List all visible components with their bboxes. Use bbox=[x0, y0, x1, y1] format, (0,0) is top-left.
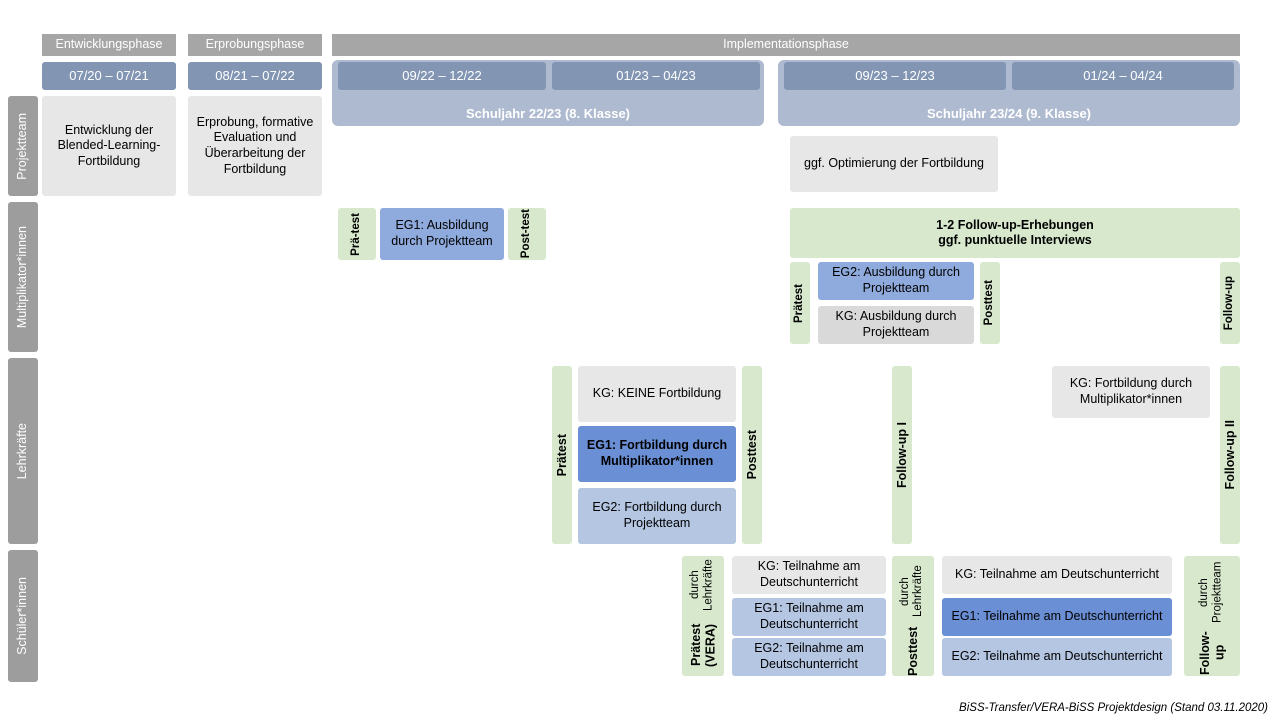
lehrkraefte-praetest-strip bbox=[552, 366, 572, 544]
box-label: KG: Teilnahme am Deutschunterricht bbox=[757, 559, 861, 589]
lane-label: Projektteam bbox=[15, 112, 30, 180]
school-year-label: Schuljahr 22/23 (8. Klasse) bbox=[465, 105, 631, 121]
schueler-eg1-box-2 bbox=[942, 598, 1172, 636]
strip-label-primary: Follow-up bbox=[1197, 630, 1226, 675]
phase-label: Implementationsphase bbox=[723, 37, 849, 52]
period-label: 01/23 – 04/23 bbox=[616, 67, 696, 83]
banner-line-2: ggf. punktuelle Interviews bbox=[938, 233, 1092, 247]
box-label: EG2: Teilnahme am Deutschunterricht bbox=[754, 641, 864, 671]
strip-label: Follow-up II bbox=[1222, 420, 1237, 490]
lehrkraefte-posttest-strip bbox=[742, 366, 762, 544]
period-label: 09/23 – 12/23 bbox=[855, 67, 935, 83]
box-label: EG1: Ausbildung durch Projektteam bbox=[391, 218, 493, 248]
lehrkraefte-followup1-strip bbox=[892, 366, 912, 544]
lane-multiplikatorinnen bbox=[8, 202, 38, 352]
projektteam-erprobung-box bbox=[188, 96, 322, 196]
box-label: KG: KEINE Fortbildung bbox=[592, 386, 722, 401]
lane-lehrkraefte bbox=[8, 358, 38, 544]
phase-label: Erprobungsphase bbox=[205, 37, 305, 52]
schueler-eg2-box-1 bbox=[732, 638, 886, 676]
lane-label: Lehrkräfte bbox=[15, 422, 30, 480]
strip-label-secondary: durch Lehrkräfte bbox=[688, 559, 714, 611]
phase-header-entwicklungsphase bbox=[42, 34, 176, 56]
strip-label-primary: Posttest bbox=[905, 626, 920, 676]
lehrkraefte-kg-fortbildung-box bbox=[1052, 366, 1210, 418]
box-label: Erprobung, formative Evaluation und Überarbeitung der Fortbildung bbox=[196, 114, 314, 176]
banner-line-1: 1-2 Follow-up-Erhebungen bbox=[936, 218, 1094, 232]
period-label: 01/24 – 04/24 bbox=[1083, 67, 1163, 83]
phase-label: Entwicklungsphase bbox=[55, 37, 163, 52]
period-label: 07/20 – 07/21 bbox=[69, 67, 149, 83]
lane-schuelerinnen bbox=[8, 550, 38, 682]
schueler-kg-box-1 bbox=[732, 556, 886, 594]
school-year-label: Schuljahr 23/24 (9. Klasse) bbox=[926, 105, 1092, 121]
schueler-eg2-box-2 bbox=[942, 638, 1172, 676]
multiplikatoren-eg2-box bbox=[818, 262, 974, 300]
box-label: EG1: Fortbildung durch Multiplikator*innen bbox=[586, 438, 728, 468]
schueler-posttest-strip bbox=[892, 556, 934, 676]
schueler-kg-box-2 bbox=[942, 556, 1172, 594]
lane-label: Schüler*innen bbox=[15, 577, 30, 655]
period-label: 09/22 – 12/22 bbox=[402, 67, 482, 83]
box-label: EG2: Fortbildung durch Projektteam bbox=[592, 500, 722, 530]
schueler-praetest-strip bbox=[682, 556, 724, 676]
multiplikatoren-posttest-strip bbox=[508, 208, 546, 260]
projektteam-optimierung-box bbox=[790, 136, 998, 192]
box-label: EG2: Teilnahme am Deutschunterricht bbox=[951, 649, 1163, 664]
strip-label: Follow-up bbox=[1223, 275, 1236, 331]
phase-header-erprobungsphase bbox=[188, 34, 322, 56]
period-09-23-12-23 bbox=[784, 62, 1006, 90]
multiplikatoren-posttest2-strip bbox=[980, 262, 1000, 344]
schueler-eg1-box-1 bbox=[732, 598, 886, 636]
multiplikatoren-praetest2-strip bbox=[790, 262, 810, 344]
lehrkraefte-eg1-box bbox=[578, 426, 736, 482]
box-label: ggf. Optimierung der Fortbildung bbox=[804, 156, 984, 171]
period-07-20-07-21 bbox=[42, 62, 176, 90]
box-label: KG: Fortbildung durch Multiplikator*innen bbox=[1069, 376, 1193, 406]
multiplikatoren-followup-banner bbox=[790, 208, 1240, 258]
multiplikatoren-followup-strip bbox=[1220, 262, 1240, 344]
lehrkraefte-followup2-strip bbox=[1220, 366, 1240, 544]
box-label: KG: Ausbildung durch Projektteam bbox=[835, 309, 957, 339]
lane-label: Multiplikator*innen bbox=[15, 225, 30, 329]
strip-label: Prätest bbox=[793, 283, 806, 323]
strip-label: Post-test bbox=[520, 209, 533, 259]
strip-label-secondary: durch Projektteam bbox=[1197, 562, 1223, 624]
phase-header-implementationsphase bbox=[332, 34, 1240, 56]
period-09-22-12-22 bbox=[338, 62, 546, 90]
projektteam-entwicklung-box bbox=[42, 96, 176, 196]
period-label: 08/21 – 07/22 bbox=[215, 67, 295, 83]
strip-label-primary: Prätest (VERA) bbox=[688, 623, 717, 667]
footer-caption: BiSS-Transfer/VERA-BiSS Projektdesign (Stand 03.11.2020) bbox=[959, 702, 1268, 714]
box-label: KG: Teilnahme am Deutschunterricht bbox=[954, 567, 1160, 582]
strip-label: Posttest bbox=[983, 280, 996, 326]
lane-projektteam bbox=[8, 96, 38, 196]
strip-label: Prä-test bbox=[350, 212, 363, 256]
period-01-24-04-24 bbox=[1012, 62, 1234, 90]
strip-label-secondary: durch Lehrkräfte bbox=[898, 565, 924, 618]
strip-label: Prätest bbox=[554, 433, 569, 477]
multiplikatoren-praetest-strip bbox=[338, 208, 376, 260]
period-01-23-04-23 bbox=[552, 62, 760, 90]
box-label: EG1: Teilnahme am Deutschunterricht bbox=[754, 601, 864, 631]
lehrkraefte-kg-keine-box bbox=[578, 366, 736, 422]
multiplikatoren-kg-box bbox=[818, 306, 974, 344]
multiplikatoren-eg1-box bbox=[380, 208, 504, 260]
lehrkraefte-eg2-box bbox=[578, 488, 736, 544]
strip-label: Follow-up I bbox=[894, 422, 909, 488]
box-label: Entwicklung der Blended-Learning-Fortbildung bbox=[57, 122, 161, 168]
box-label: EG1: Teilnahme am Deutschunterricht bbox=[951, 609, 1163, 624]
box-label: EG2: Ausbildung durch Projektteam bbox=[832, 265, 960, 295]
period-08-21-07-22 bbox=[188, 62, 322, 90]
strip-label: Posttest bbox=[744, 430, 759, 480]
schueler-followup-strip bbox=[1184, 556, 1240, 676]
